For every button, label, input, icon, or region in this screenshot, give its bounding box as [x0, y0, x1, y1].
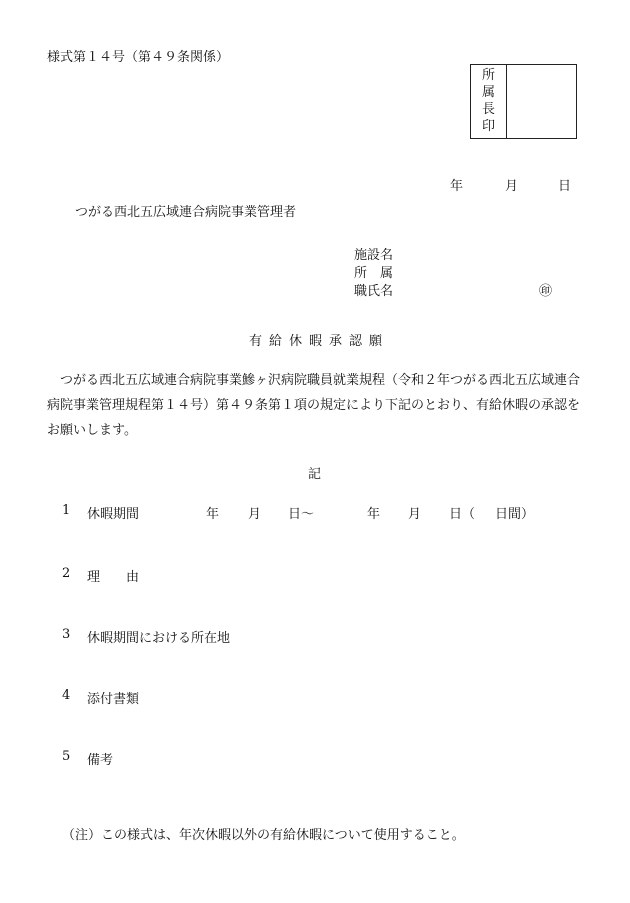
- period-day-from: 日～: [288, 507, 315, 522]
- body-paragraph: つがる西北五広域連合病院事業鰺ヶ沢病院職員就業規程（令和２年つがる西北五広域連合病院事業管理規程第１４号）第４９条第１項の規定により下記のとおり、有給休暇の承認をお願いします。: [47, 373, 581, 438]
- period-month-from: 月: [248, 507, 262, 522]
- date-day-label: 日: [558, 179, 572, 194]
- footnote: （注）この様式は、年次休暇以外の有給休暇について使用すること。: [62, 828, 465, 843]
- item-number: 1: [62, 503, 71, 518]
- stamp-label-char: 長: [481, 102, 495, 118]
- item-number: 3: [62, 627, 71, 642]
- period-year-from: 年: [206, 507, 220, 522]
- item-number: 4: [62, 688, 71, 703]
- item-number: 5: [62, 749, 71, 764]
- item-label-reason: 理 由: [87, 570, 140, 585]
- document-title: 有給休暇承認願: [249, 334, 390, 349]
- stamp-label-char: 属: [481, 84, 495, 100]
- item-label-attachments: 添付書類: [87, 692, 140, 707]
- period-year-to: 年: [367, 507, 381, 522]
- item-label-remarks: 備考: [87, 753, 114, 768]
- period-month-to: 月: [408, 507, 422, 522]
- stamp-label-char: 所: [481, 67, 495, 83]
- stamp-label-char: 印: [481, 119, 495, 135]
- stamp-area: [507, 65, 576, 138]
- department-label: 所 属: [354, 266, 394, 281]
- item-number: 2: [62, 566, 71, 581]
- addressee: つがる西北五広域連合病院事業管理者: [75, 205, 297, 220]
- ki-heading: 記: [308, 467, 322, 482]
- period-days-count: 日間）: [495, 507, 535, 522]
- supervisor-stamp-box: [470, 64, 577, 139]
- facility-label: 施設名: [354, 248, 394, 263]
- seal-mark: ㊞: [539, 284, 553, 299]
- item-label-leave-period: 休暇期間: [87, 507, 140, 522]
- form-number: 様式第１４号（第４９条関係）: [47, 50, 230, 65]
- date-year-label: 年: [450, 179, 464, 194]
- date-month-label: 月: [505, 179, 519, 194]
- stamp-label-column: [471, 65, 507, 138]
- period-day-to: 日（: [449, 507, 476, 522]
- name-label: 職氏名: [354, 284, 394, 299]
- item-label-location: 休暇期間における所在地: [87, 631, 231, 646]
